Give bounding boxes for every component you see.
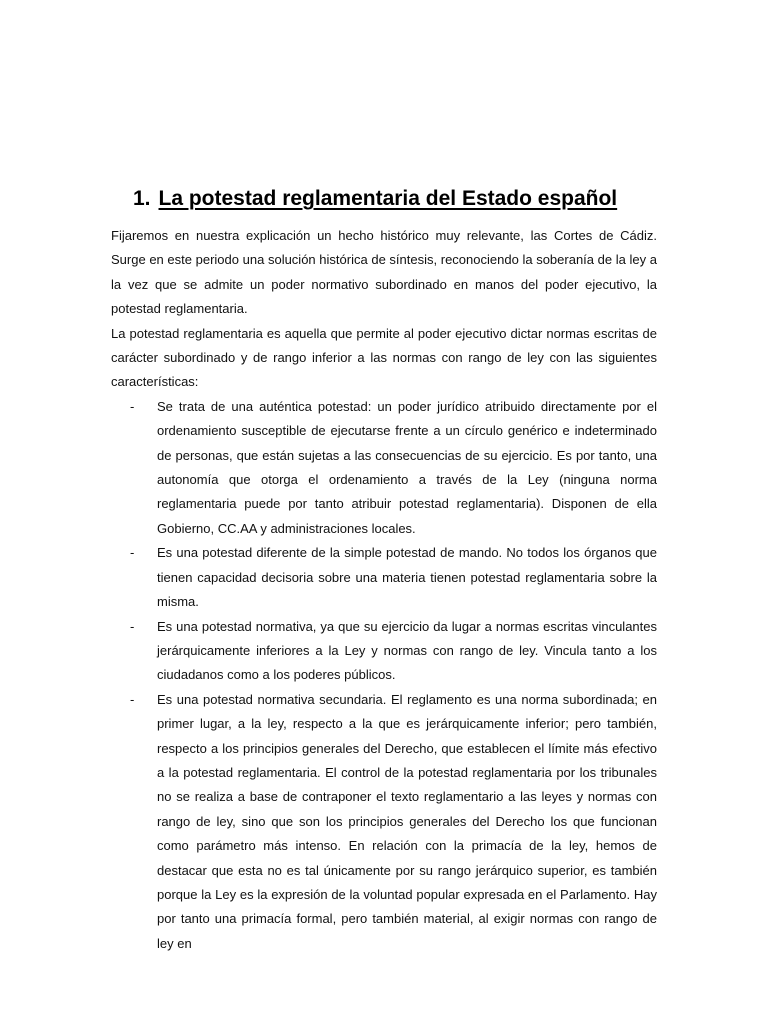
list-item-text: Se trata de una auténtica potestad: un poder jurídico atribuido directamente por el ordenamiento susceptible de ejecutarse frente a un círculo genérico e indeterminado de personas, que están sujetas a las consecuencias de su ejercicio. Es por tanto, una autonomía que otorga el ordenamiento a través de la Ley (ninguna norma reglamentaria puede por tanto atribuir potestad reglamentaria). Disponen de ella Gobierno, CC.AA y administraciones locales. <box>157 398 657 536</box>
section-title: La potestad reglamentaria del Estado español <box>158 187 618 210</box>
bullet-marker: - <box>130 691 135 707</box>
list-item-text: Es una potestad normativa secundaria. El reglamento es una norma subordinada; en primer lugar, a la ley, respecto a la que es jerárquicamente inferior; pero también, respecto a los principios generales del Derecho, que establecen el límite más efectivo a la potestad reglamentaria. El control de la potestad reglamentaria por los tribunales no se realiza a base de contraponer el texto reglamentario a las leyes y normas con rango de ley, sino que son los principios generales del Derecho los que funcionan como parámetro más intenso. En relación con la primacía de la ley, hemos de destacar que esta no es tal únicamente por su rango jerárquico superior, es también porque la Ley es la expresión de la voluntad popular expresada en el Parlamento. Hay por tanto una primacía formal, pero también material, al exigir normas con rango de ley en <box>157 691 657 951</box>
list-item-text: Es una potestad normativa, ya que su ejercicio da lugar a normas escritas vinculantes jerárquicamente inferiores a la Ley y normas con rango de ley. Vincula tanto a los ciudadanos como a los poderes públicos. <box>157 618 657 683</box>
bullet-marker: - <box>130 618 135 634</box>
list-item <box>111 541 657 614</box>
list-item <box>111 395 657 541</box>
paragraph: La potestad reglamentaria es aquella que permite al poder ejecutivo dictar normas escritas de carácter subordinado y de rango inferior a las normas con rango de ley con las siguientes características: <box>111 325 657 390</box>
bullet-marker: - <box>130 545 135 561</box>
bullet-marker: - <box>130 398 135 414</box>
list-item <box>111 688 657 956</box>
paragraph: Fijaremos en nuestra explicación un hecho histórico muy relevante, las Cortes de Cádiz. Surge en este periodo una solución histórica de síntesis, reconociendo la soberanía de la ley a la vez que se admite un poder normativo subordinado en manos del poder ejecutivo, la potestad reglamentaria. <box>111 228 657 317</box>
list-item-text: Es una potestad diferente de la simple potestad de mando. No todos los órganos que tienen capacidad decisoria sobre una materia tienen potestad reglamentaria sobre la misma. <box>157 545 657 610</box>
section-number: 1. <box>133 187 151 210</box>
section-heading <box>133 184 617 214</box>
characteristics-list <box>111 395 657 956</box>
list-item <box>111 615 657 688</box>
document-body <box>111 224 657 956</box>
